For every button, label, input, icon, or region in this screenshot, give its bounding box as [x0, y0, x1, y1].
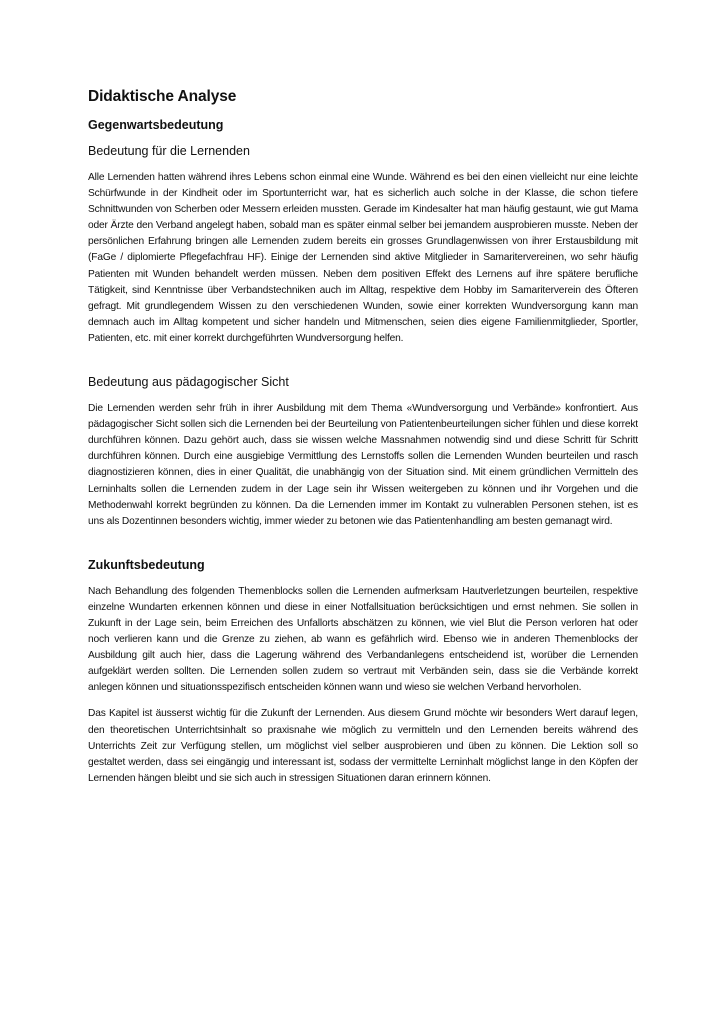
paragraph-zukunft-1: Nach Behandlung des folgenden Themenblocks sollen die Lernenden aufmerksam Hautverletzungen beurteilen, respektive einzelne Wundarten erkennen können und diese in einer Notfallsituation berücksichtigen und ernst nehmen. Sie sollen in Zukunft in der Lage sein, beim Erreichen des Unfallorts abschätzen zu können, wie viel Blut die Person verloren hat oder noch verlieren kann und die Grenze zu ziehen, ab wann es gefährlich wird. Ebenso wie in anderen Themenblocks der Ausbildung gilt auch hier, dass die Lagerung während des Verbandanlegens entscheidend ist, worüber die Lernenden aufgeklärt werden sollten. Die Lernenden sollen zudem so vertraut mit Verbänden sein, dass sie die Verbände korrekt anlegen können und situationsspezifisch entscheiden können wann und wieso sie welchen Verband hervorholen. — [88, 585, 638, 694]
subheading-bedeutung-lernende: Bedeutung für die Lernenden — [88, 144, 250, 158]
paragraph-zukunft-2: Das Kapitel ist äusserst wichtig für die Zukunft der Lernenden. Aus diesem Grund möchte wir besonders Wert darauf legen, den theoretischen Unterrichtsinhalt so praxisnahe wie möglich zu vermitteln und den Lernenden bereits während des Unterrichts Zeit zur Verfügung stellen, um möglichst viel selber ausprobieren und üben zu können. Die Lektion soll so gestaltet werden, dass sei eingängig und interessant ist, sodass der vermittelte Lerninhalt möglichst lange in den Köpfen der Lernenden hängen bleibt und sie sich auch in stressigen Situationen daran erinnern können. — [88, 708, 638, 784]
spacer — [88, 347, 638, 375]
paragraph-lernende: Alle Lernenden hatten während ihres Lebens schon einmal eine Wunde. Während es bei den einen vielleicht nur eine leichte Schürfwunde in der Kindheit oder im Sportunterricht war, hat es sicherlich auch solche in der Klasse, die schon tiefere Schnittwunden von Scherben oder Messern erleiden mussten. Gerade im Kindesalter hat man häufig gestaunt, wie gut Mama oder Ärzte den Verband angelegt haben, sobald man es später einmal selber bei jemandem ausprobieren musste. Neben der persönlichen Erfahrung bringen alle Lernenden zudem bereits ein grosses Grundlagenwissen von ihrer Erstausbildung mit (FaGe / diplomierte Pflegefachfrau HF). Einige der Lernenden sind aktive Mitglieder in Samaritervereinen, wo sehr häufig Patienten mit Wunden behandelt werden müssen. Neben dem positiven Effekt des Lernens auf ihre spätere berufliche Tätigkeit, sind Kenntnisse über Verbandstechniken auch im Alltag, respektive dem Hobby im Samariterverein des Öfteren gefragt. Mit grundlegendem Wissen zu den verschiedenen Wunden, sowie einer korrekten Wundversorgung kann man demnach auch im Alltag kompetent und sicher handeln und Mitmenschen, seien dies eigene Familienmitglieder, Sportler, Patienten, etc. mit einer korrekt durchgeführten Wundversorgung helfen. — [88, 172, 638, 344]
section-heading-zukunftsbedeutung: Zukunftsbedeutung — [88, 557, 205, 572]
subheading-paedagogische-sicht: Bedeutung aus pädagogischer Sicht — [88, 375, 289, 390]
paragraph-paedagogische-sicht: Die Lernenden werden sehr früh in ihrer Ausbildung mit dem Thema «Wundversorgung und Verbände» konfrontiert. Aus pädagogischer Sicht sollen sich die Lernenden bei der Beurteilung von Patientenbeurteilungen sicher fühlen und diese korrekt durchführen können. Dazu gehört auch, dass sie wissen welche Massnahmen notwendig sind und diese Schritt für Schritt durchführen können. Durch eine ausgiebige Vermittlung des Lernstoffs sollen die Lernenden Wunden beurteilen und rasch diagnostizieren können, dies in einer Qualität, die unabhängig von der Situation sind. Mit einem gründlichen Vermitteln des Lerninhalts sollen die Lernenden zudem in der Lage sein ihr Wissen weitergeben zu können und ihr Vorgehen und die Methodenwahl korrekt begründen zu können. Da die Lernenden immer im Kontakt zu vulnerablen Personen stehen, ist es uns als Dozentinnen besonders wichtig, immer wieder zu betonen wie das Patientenhandling am besten gemanagt wird. — [88, 403, 638, 527]
spacer — [88, 530, 638, 558]
spacer — [88, 696, 638, 706]
document-title: Didaktische Analyse — [88, 88, 237, 105]
section-heading-gegenwartsbedeutung: Gegenwartsbedeutung — [88, 118, 224, 132]
